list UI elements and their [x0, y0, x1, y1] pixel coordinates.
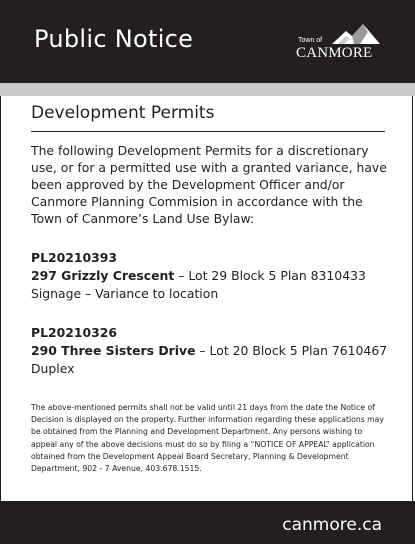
section-title: Development Permits: [31, 103, 215, 123]
permit-description: Signage – Variance to location: [31, 286, 219, 301]
permit-address: 297 Grizzly Crescent: [31, 268, 175, 283]
legal-notice: The above-mentioned permits shall not be valid until 21 days from the date the Notice of Decision is displayed on the property. Further information regarding these applications may be obtained from the Planning and Development Department. Any persons wishing to appeal any of the above decisions must do so by filing a “NOTICE OF APPEAL” application obtained from the Development Appeal Board Secretary, Planning & Development Department, 902 - 7 Avenue, 403.678.1515.: [31, 403, 384, 474]
website-link[interactable]: canmore.ca: [282, 515, 382, 535]
permit-entry: [31, 324, 401, 378]
intro-paragraph: The following Development Permits for a discretionary use, or for a permitted use with a granted variance, have been approved by the Development Officer and/or Canmore Planning Commision in accordance with the Town of Canmore’s Land Use Bylaw:: [31, 143, 387, 226]
notice-title: Public Notice: [34, 25, 194, 53]
permit-description: Duplex: [31, 361, 75, 376]
section-rule: [31, 131, 385, 132]
canmore-logo: [296, 24, 386, 64]
permit-legal: – Lot 20 Block 5 Plan 7610467: [195, 343, 388, 358]
permit-legal: – Lot 29 Block 5 Plan 8310433: [174, 268, 366, 283]
footer-bar: [0, 501, 415, 544]
logo-small-text: Town of: [298, 37, 323, 44]
divider-band: [0, 83, 415, 96]
logo-wordmark: CANMORE: [296, 45, 373, 61]
mountain-logo-icon: [332, 24, 380, 44]
permit-entry: [31, 249, 401, 303]
permit-number: PL20210393: [31, 250, 117, 265]
permit-address: 290 Three Sisters Drive: [31, 343, 196, 358]
permit-number: PL20210326: [31, 325, 117, 340]
header-bar: [0, 0, 415, 83]
